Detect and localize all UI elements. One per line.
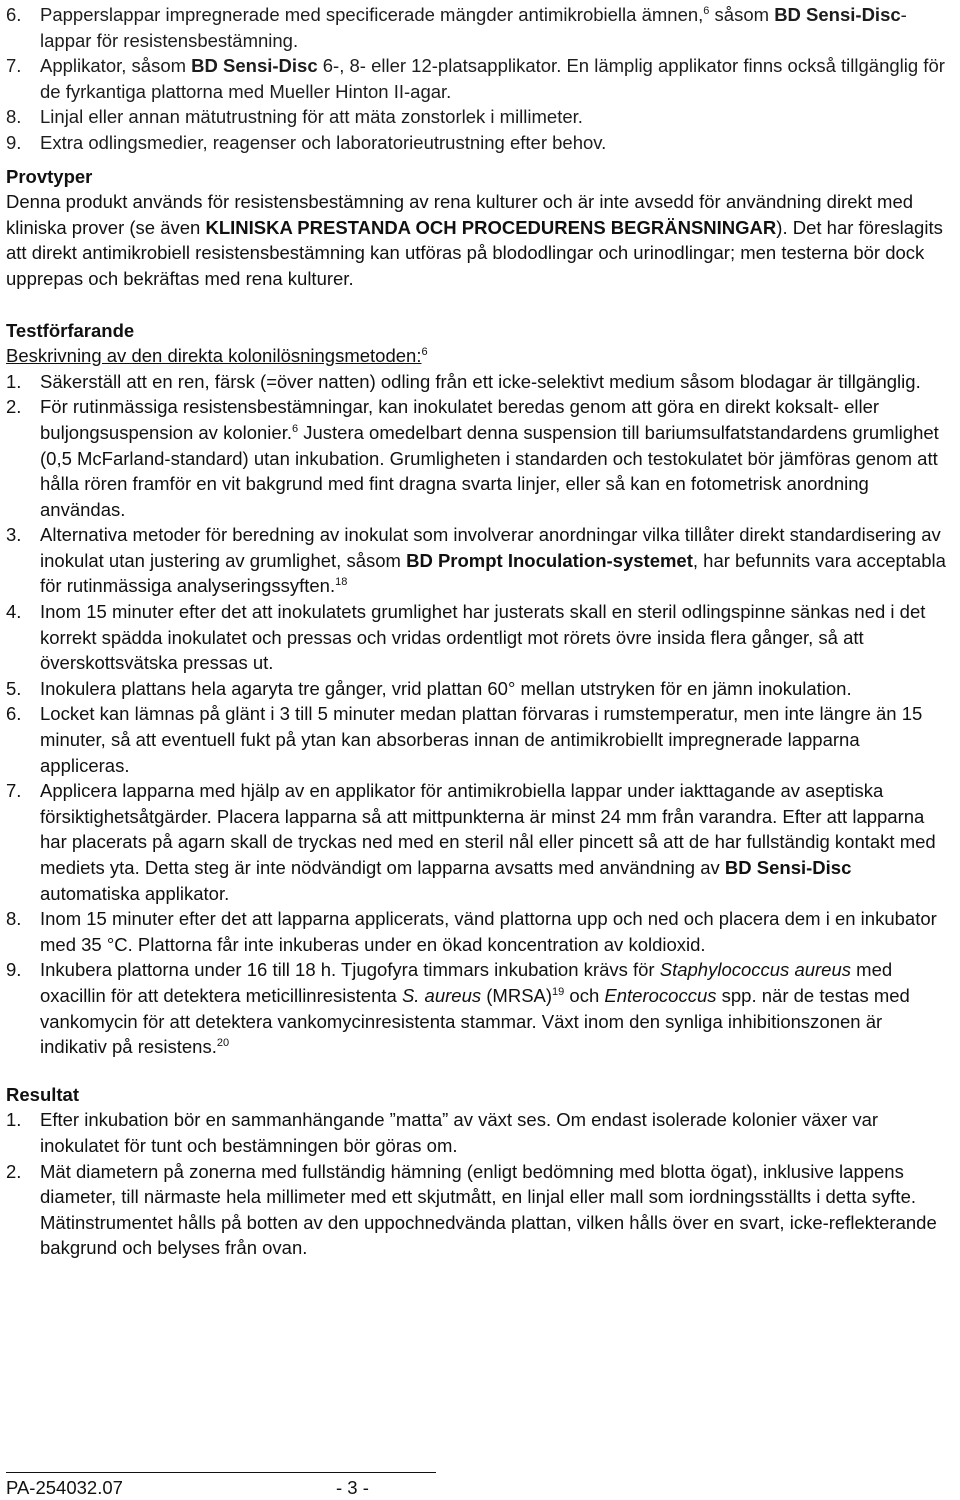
- text-run: Applicera lapparna med hjälp av en applikator för antimikrobiella lappar under iakttagande av aseptiska försiktighetsåtgärder. Placera lapparna så att mittpunkterna är minst 24 mm från varandra. Efter att lapparna har placerats på agarn skall de tryckas ned med en steril nål eller pincett så att de har fullständig kontakt med mediets yta. Detta steg är inte nödvändigt om lapparna avsatts med användning av: [40, 780, 936, 878]
- text-run: 6-, 8- eller 12-platsapplikator. En lämplig applikator finns också tillgänglig för de fyrkantiga plattorna med Mueller Hinton II-agar.: [40, 55, 945, 102]
- text-run: Mät diametern på zonerna med fullständig hämning (enligt bedömning med blotta ögat), inklusive lappens diameter, till närmaste hela millimeter med ett skjutmått, en linjal eller mall som iordningsställts i detta syfte. Mätinstrumentet hålls på botten av den uppochnedvända plattan, vilken hålls över en svart, icke-reflekterande bakgrund och belyses från ovan.: [40, 1160, 937, 1259]
- list-item-text: [40, 130, 952, 156]
- list-item-text: [40, 906, 952, 957]
- list-item: [6, 2, 952, 53]
- text-run: Papperslappar impregnerade med specificerade mängder antimikrobiella ämnen,: [40, 4, 704, 25]
- italic-text-run: Staphylococcus aureus: [659, 959, 852, 981]
- list-item-number: 7.: [6, 55, 22, 77]
- page-number: - 3 -: [336, 1477, 369, 1498]
- list-item: [6, 906, 952, 957]
- bold-text-run: KLINISKA PRESTANDA OCH PROCEDURENS BEGRÄNSNINGAR: [205, 216, 777, 238]
- bold-text-run: BD Sensi-Disc: [774, 4, 901, 25]
- italic-text-run: Enterococcus: [604, 984, 717, 1006]
- method-subheading-reference: 6: [421, 346, 428, 359]
- reference-superscript: 6: [291, 422, 299, 435]
- text-run: Denna produkt används för resistensbestämning av rena kulturer och är inte avsedd för användning direkt med kliniska prover (se även: [6, 191, 914, 238]
- results-steps-list: [6, 1107, 952, 1261]
- bold-text-run: BD Sensi-Disc: [724, 857, 852, 878]
- provtyper-paragraph: [6, 189, 952, 291]
- document-page: [6, 2, 952, 1261]
- text-run: Applikator, såsom: [40, 55, 192, 77]
- section-heading-provtyper: Provtyper: [6, 165, 93, 187]
- section-heading-testforfarande: Testförfarande: [6, 319, 135, 341]
- text-run: och: [564, 984, 605, 1006]
- page-footer: [6, 1472, 436, 1499]
- bold-text-run: BD Prompt Inoculation-systemet: [406, 549, 693, 571]
- materials-list: [6, 2, 952, 156]
- list-item-number: 1.: [6, 370, 22, 392]
- text-run: Locket kan lämnas på glänt i 3 till 5 minuter medan plattan förvaras i rumstemperatur, men inte längre än 15 minuter, så att eventuell fukt på ytan kan absorberas innan de antimikrobiellt impregnerade lapparna appliceras.: [40, 703, 923, 776]
- list-item-number: 5.: [6, 677, 22, 699]
- text-run: såsom: [709, 4, 775, 25]
- list-item: [6, 53, 952, 104]
- list-item-number: 7.: [6, 780, 22, 802]
- list-item: [6, 1107, 952, 1158]
- list-item: [6, 599, 952, 676]
- bold-text-run: BD Sensi-Disc: [191, 55, 318, 77]
- list-item-text: [40, 53, 952, 104]
- list-item-number: 2.: [6, 1160, 22, 1182]
- list-item-text: [40, 1159, 952, 1261]
- list-item-text: [40, 701, 952, 778]
- list-item-text: [40, 104, 952, 130]
- text-run: Alternativa metoder för beredning av inokulat som involverar anordningar vilka tillåter direkt standardisering av inokulat utan justering av grumlighet, såsom: [40, 524, 941, 571]
- document-code: PA-254032.07: [6, 1477, 123, 1498]
- text-run: (MRSA): [481, 984, 553, 1006]
- list-item: [6, 394, 952, 522]
- list-item-number: 8.: [6, 106, 22, 128]
- list-item: [6, 104, 952, 130]
- list-item-number: 6.: [6, 4, 22, 25]
- list-item-text: [40, 1107, 952, 1158]
- text-run: med oxacillin för att detektera meticillinresistenta: [40, 959, 893, 1006]
- reference-superscript: 18: [335, 576, 348, 589]
- list-item-number: 3.: [6, 524, 22, 546]
- list-item-text: [40, 522, 952, 599]
- text-run: Linjal eller annan mätutrustning för att mäta zonstorlek i millimeter.: [40, 106, 583, 128]
- list-item-number: 9.: [6, 959, 22, 981]
- list-item-number: 9.: [6, 131, 22, 153]
- text-run: Inom 15 minuter efter det att inokulatets grumlighet har justerats skall en steril odlingspinne sänkas ned i det korrekt spädda inokulatet och pressas och vridas ordentligt mot rörets övre insida flera gånger, så att överskottsvätska pressas ut.: [40, 601, 926, 674]
- list-item: [6, 1159, 952, 1261]
- list-item-text: [40, 394, 952, 522]
- section-testforfarande: [6, 318, 952, 1060]
- text-run: spp. när de testas med vankomycin för att detektera vankomycinresistenta stammar. Växt inom den synliga inhibitionszonen är indikativ på resistens.: [40, 984, 910, 1058]
- list-item-text: [40, 957, 952, 1059]
- list-item: [6, 957, 952, 1059]
- text-run: Justera omedelbart denna suspension till bariumsulfatstandardens grumlighet (0,5 McFarland-standard) utan inkubation. Grumligheten i standarden och testokulatet bör jämföras genom att hålla rören framför en vit bakgrund med fint dragna svarta linjer, eller så kan en fotometrisk anordning användas.: [40, 421, 939, 520]
- list-item-number: 8.: [6, 908, 22, 930]
- text-run: Inom 15 minuter efter det att lapparna applicerats, vänd plattorna upp och ned och placera dem i en inkubator med 35 °C. Plattorna får inte inkuberas under en ökad koncentration av koldioxid.: [40, 908, 937, 955]
- list-item: [6, 701, 952, 778]
- list-item-text: [40, 2, 952, 53]
- text-run: Extra odlingsmedier, reagenser och laboratorieutrustning efter behov.: [40, 131, 607, 153]
- method-subheading: [6, 343, 952, 369]
- text-run: automatiska applikator.: [40, 882, 230, 904]
- reference-superscript: 20: [216, 1037, 230, 1050]
- list-item: [6, 522, 952, 599]
- text-run: Inokulera plattans hela agaryta tre gånger, vrid plattan 60° mellan utstryken för en jämn inokulation.: [40, 677, 852, 699]
- list-item-text: [40, 369, 952, 395]
- list-item: [6, 778, 952, 906]
- list-item-number: 6.: [6, 703, 22, 725]
- list-item-number: 4.: [6, 601, 22, 623]
- list-item: [6, 676, 952, 702]
- list-item-number: 2.: [6, 396, 22, 418]
- list-item-text: [40, 599, 952, 676]
- list-item: [6, 369, 952, 395]
- text-run: ). Det har föreslagits att direkt antimikrobiell resistensbestämning kan utföras på blododlingar och urinodlingar; men testerna bör dock upprepas och bekräftas med rena kulturer.: [6, 216, 943, 289]
- list-item-number: 1.: [6, 1109, 22, 1131]
- italic-text-run: S. aureus: [401, 984, 482, 1006]
- text-run: Säkerställ att en ren, färsk (=över natten) odling från ett icke-selektivt medium såsom blodagar är tillgänglig.: [40, 370, 921, 392]
- text-run: -lappar för resistensbestämning.: [40, 4, 907, 51]
- list-item: [6, 130, 952, 156]
- section-heading-resultat: Resultat: [6, 1083, 79, 1105]
- reference-superscript: 19: [552, 985, 565, 998]
- text-run: För rutinmässiga resistensbestämningar, kan inokulatet beredas genom att göra en direkt koksalt- eller buljongsuspension av kolonier.: [40, 396, 880, 443]
- reference-superscript: 6: [703, 5, 710, 17]
- method-subheading-text: Beskrivning av den direkta kolonilösningsmetoden:: [6, 345, 422, 367]
- section-resultat: [6, 1082, 952, 1261]
- text-run: , har befunnits vara acceptabla för rutinmässiga analyseringssyften.: [40, 549, 946, 597]
- text-run: Efter inkubation bör en sammanhängande ”matta” av växt ses. Om endast isolerade kolonier växer var inokulatet för tunt och bestämningen bör göras om.: [40, 1109, 879, 1156]
- procedure-steps-list: [6, 369, 952, 1060]
- section-provtyper: [6, 164, 952, 292]
- list-item-text: [40, 676, 952, 702]
- text-run: Inkubera plattorna under 16 till 18 h. Tjugofyra timmars inkubation krävs för: [40, 959, 660, 981]
- list-item-text: [40, 778, 952, 906]
